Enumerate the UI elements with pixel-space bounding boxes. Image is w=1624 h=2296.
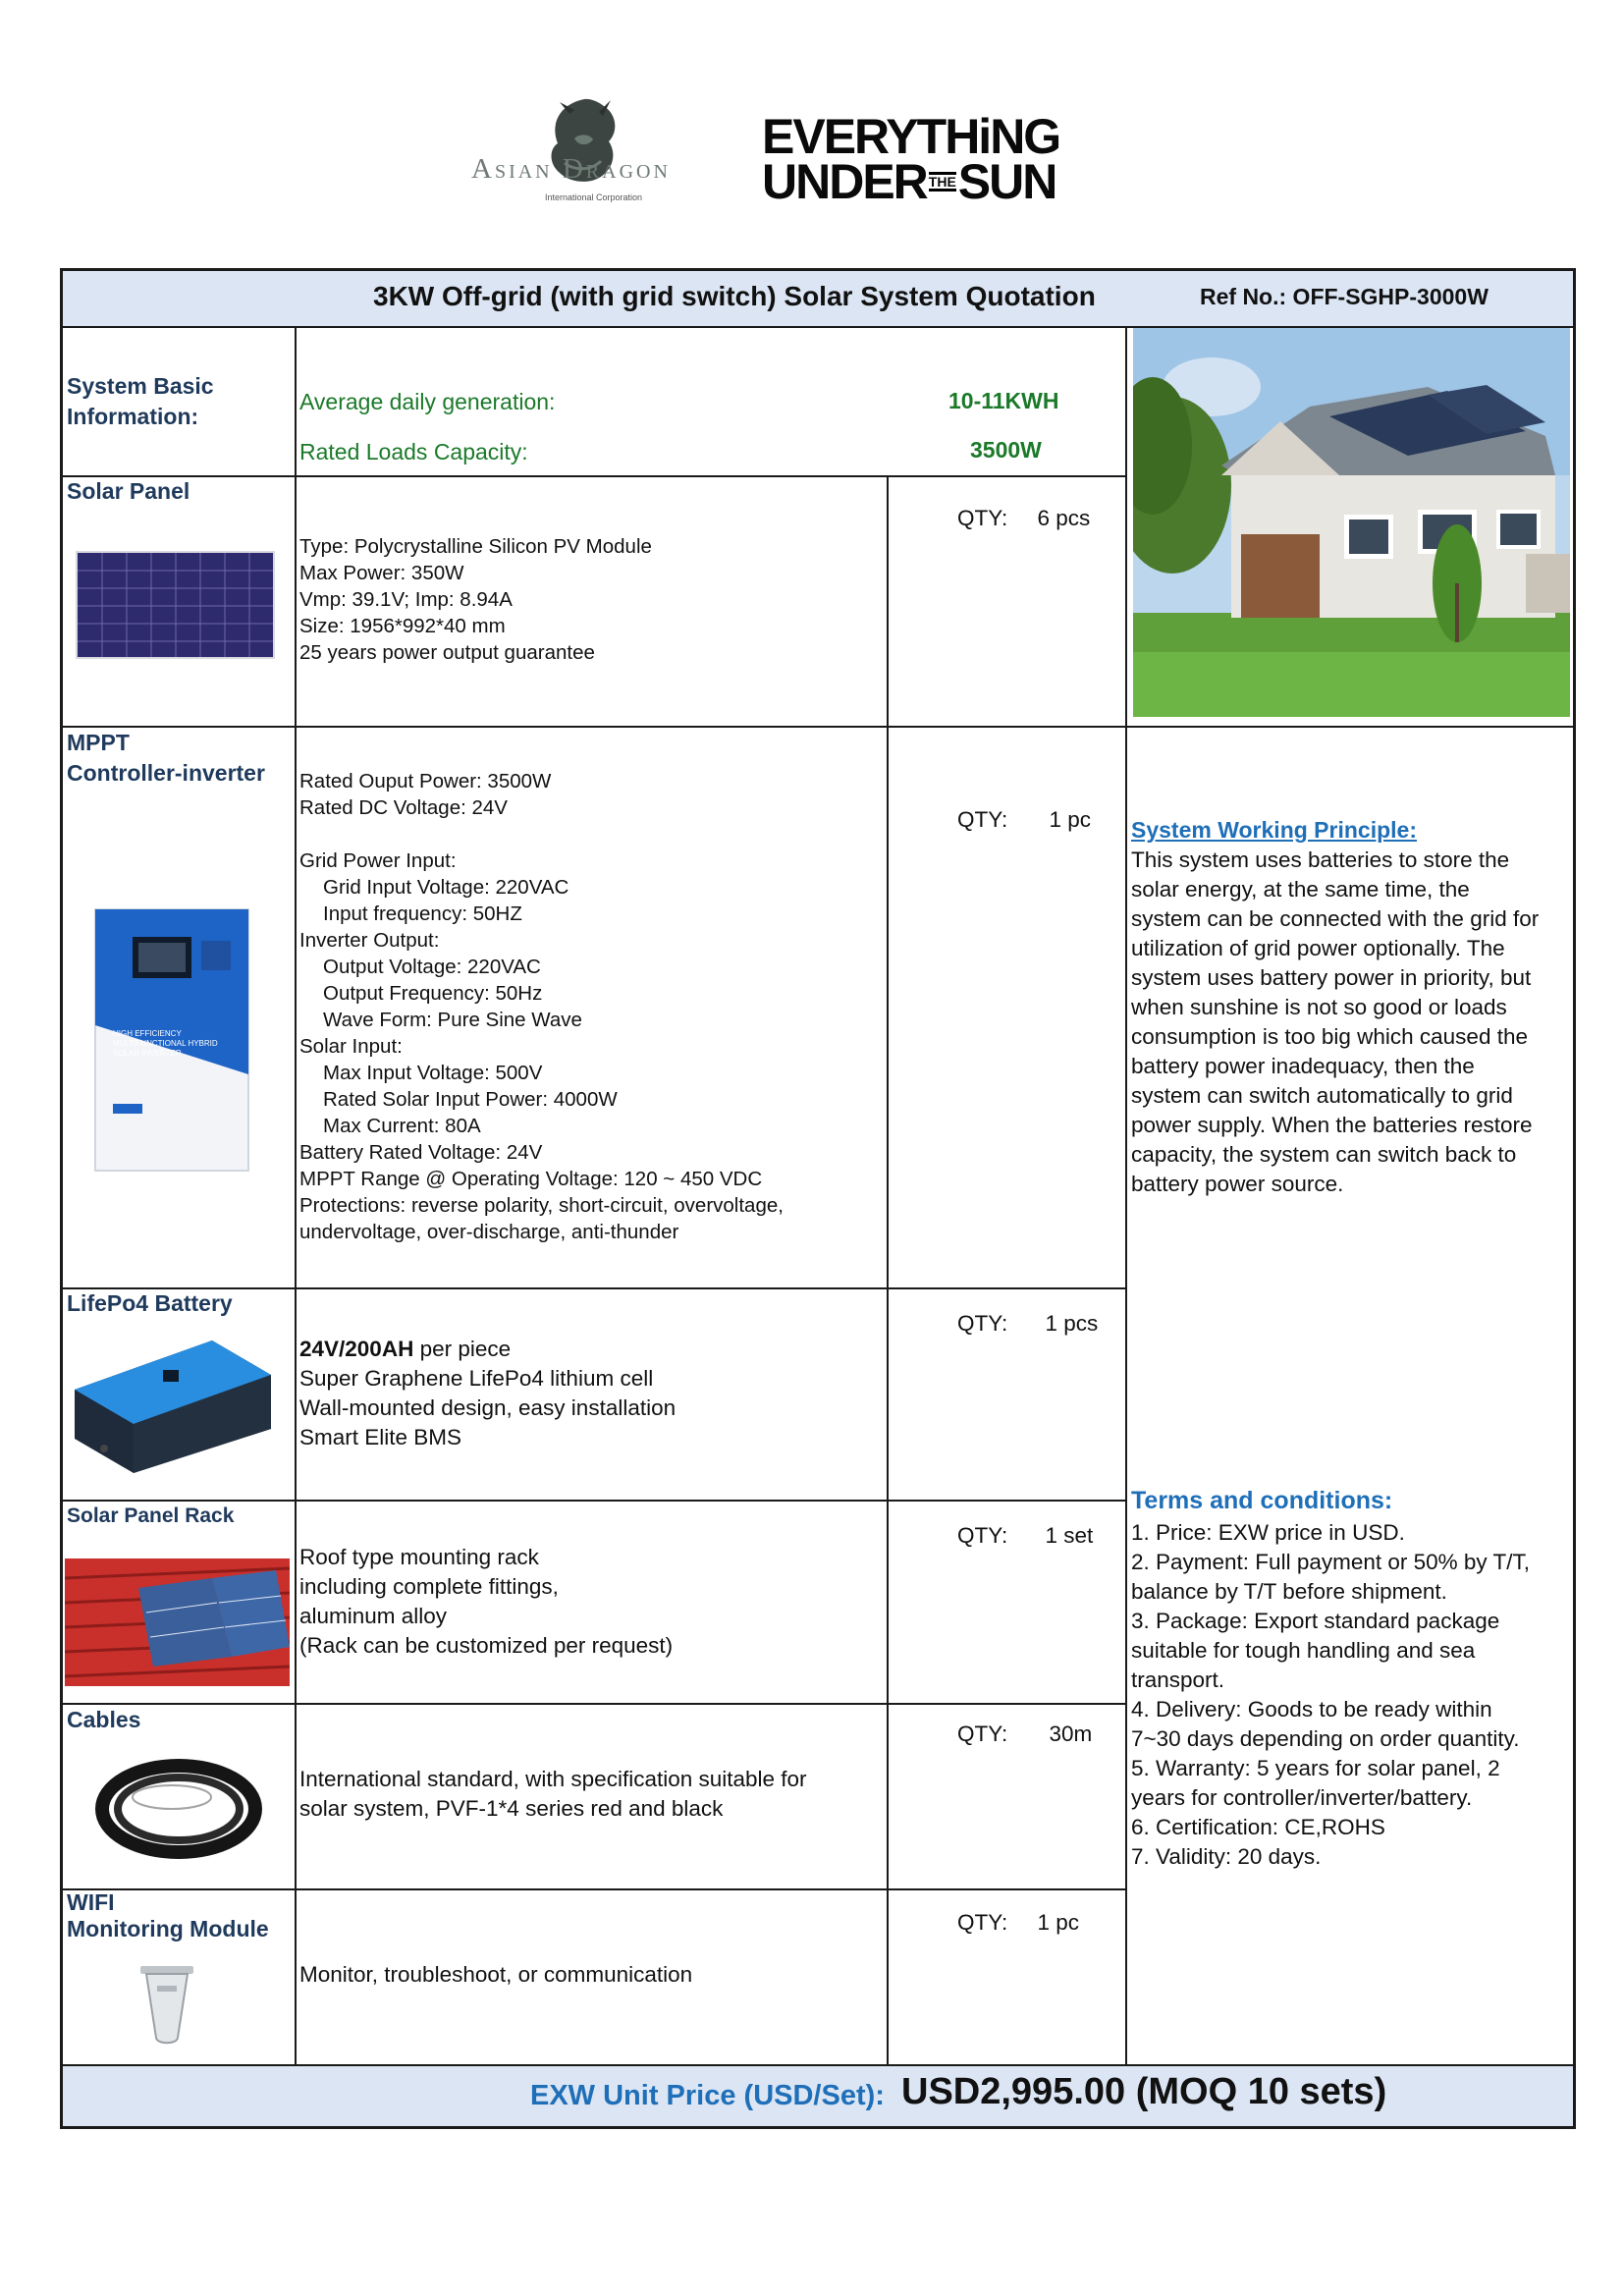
basic-label-line-2: Information: — [67, 404, 199, 429]
qty-value: 1 pc — [1037, 1910, 1080, 1935]
reference-number: Ref No.: OFF-SGHP-3000W — [1200, 284, 1489, 309]
spec-line: aluminum alloy — [299, 1604, 448, 1628]
terms-heading: Terms and conditions: — [1131, 1487, 1393, 1514]
spec-line: Size: 1956*992*40 mm — [299, 615, 506, 637]
avg-daily-generation-value: 10-11KWH — [948, 388, 1059, 413]
terms-line: 2. Payment: Full payment or 50% by T/T, — [1131, 1550, 1531, 1574]
principle-line: consumption is too big which caused the — [1131, 1024, 1528, 1049]
spec-line: Max Power: 350W — [299, 562, 464, 584]
avg-daily-generation-label: Average daily generation: — [299, 389, 556, 414]
battery-qty — [957, 1311, 1098, 1337]
spec-line: Grid Power Input: — [299, 849, 457, 872]
terms-line: suitable for tough handling and sea — [1131, 1638, 1476, 1663]
system-basic-info-label — [67, 371, 214, 432]
solar-panel-qty — [957, 506, 1090, 531]
qty-label: QTY: — [957, 807, 1008, 832]
eus-the: THE — [928, 174, 956, 190]
spec-line: Grid Input Voltage: 220VAC — [323, 876, 569, 899]
rated-loads-value: 3500W — [970, 437, 1042, 463]
spec-line: Max Current: 80A — [323, 1115, 481, 1137]
qty-label: QTY: — [957, 1311, 1008, 1336]
asian-dragon-subtitle: International Corporation — [545, 192, 643, 202]
working-principle-heading: System Working Principle: — [1131, 817, 1417, 843]
basic-label-line-1: System Basic — [67, 373, 214, 399]
principle-line: system uses battery power in priority, but — [1131, 965, 1532, 990]
rack-qty — [957, 1523, 1093, 1549]
spec-line: Smart Elite BMS — [299, 1425, 462, 1449]
principle-line: solar energy, at the same time, the — [1131, 877, 1470, 902]
cables-specs — [299, 1765, 807, 1824]
spec-line: Rated DC Voltage: 24V — [299, 796, 508, 819]
terms-line: 1. Price: EXW price in USD. — [1131, 1520, 1405, 1545]
principle-line: This system uses batteries to store the — [1131, 847, 1510, 872]
spec-line: Rated Ouput Power: 3500W — [299, 770, 552, 793]
terms-line: transport. — [1131, 1667, 1225, 1692]
principle-line: system can be connected with the grid for — [1131, 906, 1540, 931]
principle-line: power supply. When the batteries restore — [1131, 1113, 1533, 1137]
principle-line: when sunshine is not so good or loads — [1131, 995, 1507, 1019]
cables-qty — [957, 1722, 1092, 1747]
terms-line: 6. Certification: CE,ROHS — [1131, 1815, 1385, 1839]
eus-under: UNDER — [762, 154, 927, 209]
mppt-specs — [299, 768, 784, 1245]
battery-label: LifePo4 Battery — [67, 1290, 233, 1316]
spec-line: (Rack can be customized per request) — [299, 1633, 674, 1658]
asian-dragon-wordmark: Asian Dragon — [471, 153, 671, 185]
spec-line: Battery Rated Voltage: 24V — [299, 1141, 543, 1164]
eus-line-2 — [762, 154, 1056, 209]
asian-dragon-logo — [471, 94, 756, 212]
rack-label: Solar Panel Rack — [67, 1504, 235, 1527]
terms-line: years for controller/inverter/battery. — [1131, 1785, 1473, 1810]
qty-value: 1 pc — [1049, 807, 1092, 832]
terms-line: 7. Validity: 20 days. — [1131, 1844, 1322, 1869]
wifi-specs: Monitor, troubleshoot, or communication — [299, 1962, 693, 1987]
spec-line: International standard, with specification suitable for — [299, 1767, 807, 1791]
spec-line: Wall-mounted design, easy installation — [299, 1395, 677, 1420]
terms-line: 5. Warranty: 5 years for solar panel, 2 — [1131, 1756, 1500, 1780]
spec-line — [299, 821, 784, 847]
cable-image — [93, 1750, 265, 1863]
wifi-module-image — [133, 1964, 201, 2048]
qty-label: QTY: — [957, 1722, 1008, 1746]
spec-line: Roof type mounting rack — [299, 1545, 539, 1569]
qty-value: 1 pcs — [1045, 1311, 1099, 1336]
principle-line: utilization of grid power optionally. The — [1131, 936, 1505, 960]
terms-line: 3. Package: Export standard package — [1131, 1609, 1500, 1633]
everything-under-the-sun-logo — [762, 109, 1060, 209]
spec-line: 25 years power output guarantee — [299, 641, 595, 664]
eus-sun: SUN — [957, 154, 1056, 209]
spec-line: including complete fittings, — [299, 1574, 559, 1599]
terms-line: balance by T/T before shipment. — [1131, 1579, 1447, 1604]
spec-line: Super Graphene LifePo4 lithium cell — [299, 1366, 654, 1391]
wifi-label — [67, 1890, 269, 1944]
spec-line: Protections: reverse polarity, short-circuit, overvoltage, — [299, 1194, 784, 1217]
wifi-qty — [957, 1910, 1079, 1936]
spec-line: Output Voltage: 220VAC — [323, 956, 541, 978]
solar-panel-label: Solar Panel — [67, 478, 190, 504]
price-value: USD2,995.00 (MOQ 10 sets) — [901, 2071, 1387, 2112]
battery-capacity: 24V/200AH — [299, 1337, 414, 1361]
solar-panel-image — [76, 551, 275, 659]
spec-line: Output Frequency: 50Hz — [323, 982, 543, 1005]
battery-image — [65, 1331, 279, 1478]
terms-text — [1131, 1518, 1573, 1872]
principle-line: system can switch automatically to grid — [1131, 1083, 1513, 1108]
qty-label: QTY: — [957, 1910, 1008, 1935]
wifi-label-line-2: Monitoring Module — [67, 1916, 269, 1941]
spec-line: Vmp: 39.1V; Imp: 8.94A — [299, 588, 513, 611]
mppt-label — [67, 728, 265, 789]
page-title: 3KW Off-grid (with grid switch) Solar System Quotation — [373, 281, 1096, 311]
qty-value: 6 pcs — [1037, 506, 1091, 530]
mppt-qty — [957, 807, 1091, 833]
solar-panel-specs — [299, 533, 652, 666]
cables-label: Cables — [67, 1707, 141, 1732]
rated-loads-label: Rated Loads Capacity: — [299, 439, 528, 465]
qty-label: QTY: — [957, 1523, 1008, 1548]
rack-specs — [299, 1543, 673, 1661]
spec-line: Wave Form: Pure Sine Wave — [323, 1009, 582, 1031]
battery-capacity-suffix: per piece — [413, 1337, 512, 1361]
spec-line: Max Input Voltage: 500V — [323, 1062, 543, 1084]
dragon-icon — [530, 94, 638, 202]
spec-line: Rated Solar Input Power: 4000W — [323, 1088, 618, 1111]
inverter-label-text: HIGH EFFICIENCY MULTIFUNCTIONAL HYBRID SOLAR INVERTER — [113, 1029, 218, 1058]
spec-line: MPPT Range @ Operating Voltage: 120 ~ 450 VDC — [299, 1168, 763, 1190]
house-photo — [1133, 328, 1570, 717]
mppt-label-line-1: MPPT — [67, 730, 130, 755]
qty-value: 30m — [1049, 1722, 1093, 1746]
spec-line: Type: Polycrystalline Silicon PV Module — [299, 535, 652, 558]
working-principle-text — [1131, 846, 1573, 1199]
spec-line: solar system, PVF-1*4 series red and black — [299, 1796, 724, 1821]
spec-line: Solar Input: — [299, 1035, 403, 1058]
principle-line: capacity, the system can switch back to — [1131, 1142, 1517, 1167]
spec-line: undervoltage, over-discharge, anti-thunder — [299, 1221, 679, 1243]
eus-line-1: EVERYTHiNG — [762, 109, 1060, 164]
spec-line: Input frequency: 50HZ — [323, 902, 522, 925]
price-label: EXW Unit Price (USD/Set): — [530, 2080, 885, 2111]
mppt-label-line-2: Controller-inverter — [67, 760, 265, 786]
terms-line: 4. Delivery: Goods to be ready within — [1131, 1697, 1492, 1722]
wifi-label-line-1: WIFI — [67, 1889, 115, 1915]
principle-line: battery power inadequacy, then the — [1131, 1054, 1475, 1078]
spec-line: Inverter Output: — [299, 929, 440, 952]
battery-capacity-line — [299, 1335, 676, 1364]
principle-line: battery power source. — [1131, 1172, 1344, 1196]
rack-image — [65, 1558, 290, 1686]
qty-value: 1 set — [1045, 1523, 1094, 1548]
battery-specs — [299, 1335, 676, 1452]
qty-label: QTY: — [957, 506, 1008, 530]
terms-line: 7~30 days depending on order quantity. — [1131, 1726, 1520, 1751]
